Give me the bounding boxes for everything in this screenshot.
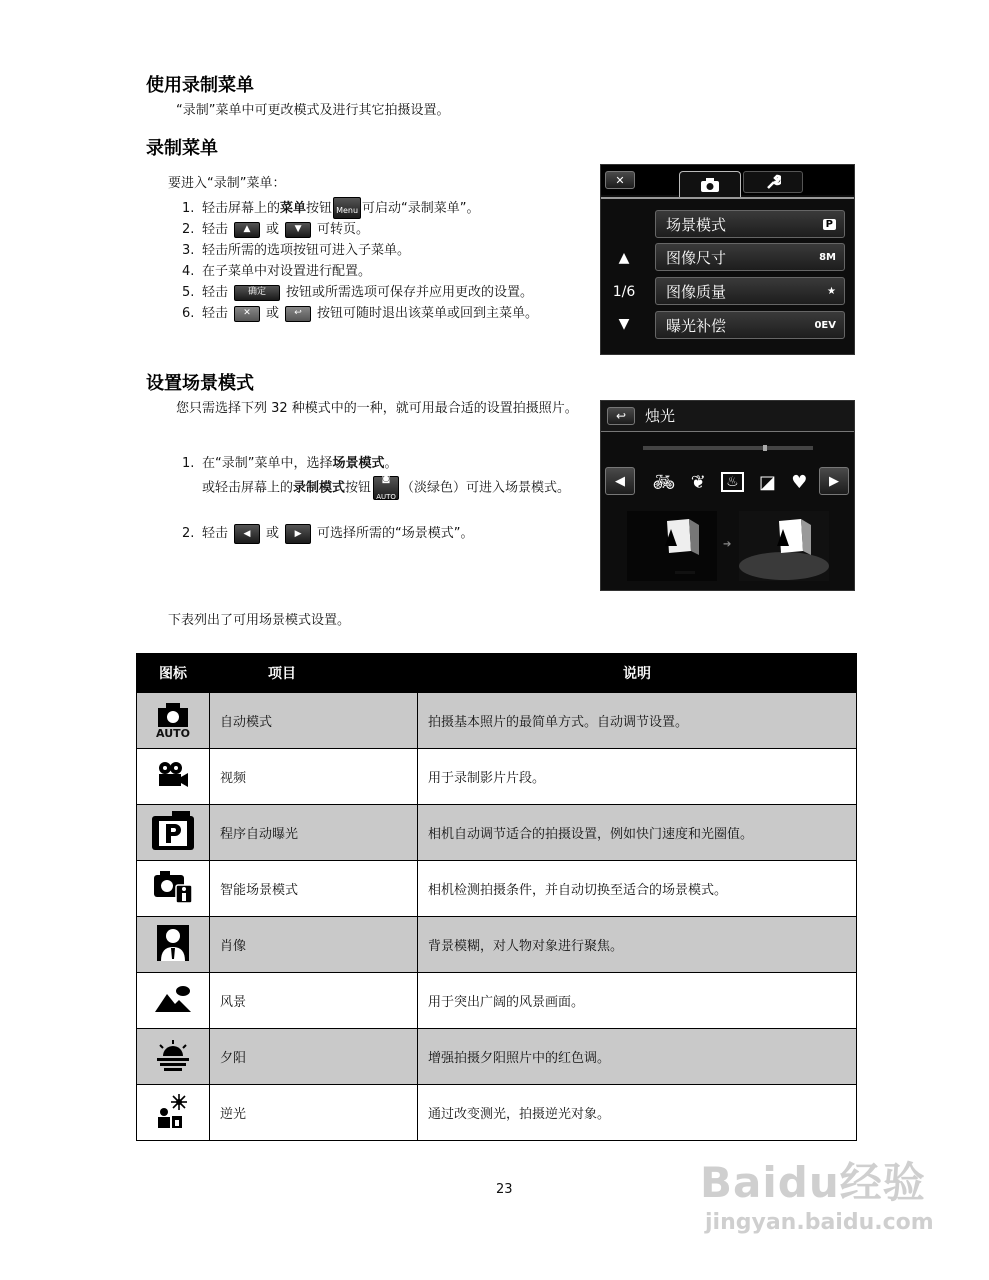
candlelight-icon: ♨ xyxy=(721,472,744,492)
page-number: 23 xyxy=(496,1182,513,1197)
table-row xyxy=(137,973,857,1029)
row-item: 自动模式 xyxy=(210,693,418,749)
row-item: 逆光 xyxy=(210,1085,418,1141)
row-item: 夕阳 xyxy=(210,1029,418,1085)
image-size-icon: 8M xyxy=(819,251,836,263)
row-description: 增强拍摄夕阳照片中的红色调。 xyxy=(418,1029,857,1085)
portrait-icon xyxy=(155,923,191,963)
step-1: 1. 轻击屏幕上的 菜单 按钮 Menu 可启动“录制菜单”。 xyxy=(182,197,538,219)
scene-mode-table xyxy=(136,653,857,1141)
night-portrait-icon: ◪ xyxy=(758,471,776,493)
smart-scene-icon xyxy=(152,869,194,905)
scene-scroll-track xyxy=(643,446,813,450)
header-icon: 图标 xyxy=(137,654,210,693)
scene-step-1: 1. 在“录制”菜单中，选择场景模式。 xyxy=(182,456,398,471)
rec-menu-lead: 要进入“录制”菜单： xyxy=(168,176,286,191)
row-description: 相机自动调节适合的拍摄设置，例如快门速度和光圈值。 xyxy=(418,805,857,861)
backlight-icon xyxy=(155,1092,191,1130)
party-icon: ❦ xyxy=(690,471,706,493)
section-intro: “录制”菜单中可更改模式及进行其它拍摄设置。 xyxy=(176,103,450,118)
header-item: 项目 xyxy=(210,654,418,693)
row-item: 智能场景模式 xyxy=(210,861,418,917)
close-icon: ✕ xyxy=(234,306,260,322)
right-arrow-icon: ▶ xyxy=(285,524,311,544)
return-icon: ↩ xyxy=(607,407,635,425)
page-up-icon: ▲ xyxy=(618,250,630,266)
step-6: 6. 轻击 ✕ 或 ↩ 按钮可随时退出该菜单或回到主菜单。 xyxy=(182,306,539,321)
scene-title-bar xyxy=(601,401,854,432)
ok-button-icon: 确定 xyxy=(234,285,280,301)
menu-item-exposure: 曝光补偿 0EV xyxy=(655,311,845,339)
scene-next-icon: ▶ xyxy=(819,467,849,495)
camera-tab-icon xyxy=(679,171,741,197)
step-4: 4. 在子菜单中对设置进行配置。 xyxy=(182,264,372,279)
close-icon: ✕ xyxy=(605,171,635,189)
step-5: 5. 轻击 确定 按钮或所需选项可保存并应用更改的设置。 xyxy=(182,285,534,300)
video-camera-icon xyxy=(156,760,190,790)
table-row xyxy=(137,917,857,973)
table-row xyxy=(137,749,857,805)
auto-mode-icon: AUTO xyxy=(156,702,190,739)
step-3: 3. 轻击所需的选项按钮可进入子菜单。 xyxy=(182,243,411,258)
scene-title: 烛光 xyxy=(645,407,676,425)
camera-menu-screenshot xyxy=(600,164,855,355)
page-indicator: 1/6 xyxy=(612,284,636,300)
sunset-icon xyxy=(154,1038,192,1072)
row-item: 视频 xyxy=(210,749,418,805)
quality-icon: ★ xyxy=(827,285,836,297)
preview-before xyxy=(627,511,717,581)
table-header-row xyxy=(137,654,857,693)
menu-item-image-quality: 图像质量 ★ xyxy=(655,277,845,305)
baidu-watermark-url: jingyan.baidu.com xyxy=(705,1210,934,1235)
header-description: 说明 xyxy=(418,654,857,693)
scene-scroll-thumb xyxy=(763,445,767,451)
scene-icon-strip xyxy=(645,467,815,497)
table-row xyxy=(137,805,857,861)
table-row xyxy=(137,861,857,917)
wrench-tab-icon xyxy=(743,171,803,193)
baidu-watermark-logo: Baidu经验 xyxy=(700,1158,926,1207)
step-2: 2. 轻击 ▲ 或 ▼ 可转页。 xyxy=(182,222,370,237)
landscape-icon xyxy=(153,984,193,1014)
section-title-record-menu: 使用录制菜单 xyxy=(146,75,254,96)
row-item: 肖像 xyxy=(210,917,418,973)
row-description: 拍摄基本照片的最简单方式。自动调节设置。 xyxy=(418,693,857,749)
section-title-scene-mode: 设置场景模式 xyxy=(146,373,254,394)
table-row xyxy=(137,1085,857,1141)
scene-mode-screenshot xyxy=(600,400,855,591)
scene-prev-icon: ◀ xyxy=(605,467,635,495)
program-icon: P xyxy=(823,219,836,230)
scene-step-2: 2. 轻击 ◀ 或 ▶ 可选择所需的“场景模式”。 xyxy=(182,524,474,544)
auto-mode-button-icon: ◙ AUTO xyxy=(373,476,399,500)
row-description: 相机检测拍摄条件，并自动切换至适合的场景模式。 xyxy=(418,861,857,917)
scene-intro: 您只需选择下列 32 种模式中的一种，就可用最合适的设置拍摄照片。 xyxy=(176,401,578,416)
row-item: 程序自动曝光 xyxy=(210,805,418,861)
heart-icon: ♥ xyxy=(791,471,808,493)
row-description: 用于突出广阔的风景画面。 xyxy=(418,973,857,1029)
menu-item-scene-mode: 场景模式 P xyxy=(655,210,845,238)
left-arrow-icon: ◀ xyxy=(234,524,260,544)
table-row xyxy=(137,693,857,749)
menu-item-image-size: 图像尺寸 8M xyxy=(655,243,845,271)
page-down-icon: ▼ xyxy=(618,316,630,332)
program-p-icon xyxy=(150,810,196,852)
row-description: 背景模糊，对人物对象进行聚焦。 xyxy=(418,917,857,973)
exposure-icon: 0EV xyxy=(814,319,836,331)
return-icon: ↩ xyxy=(285,306,311,322)
bicycle-icon: 🚲︎ xyxy=(652,471,676,493)
scene-step-1-alt: 或轻击屏幕上的录制模式按钮 ◙ AUTO （淡绿色）可进入场景模式。 xyxy=(202,474,571,501)
arrow-icon: ➔ xyxy=(723,539,732,550)
row-description: 用于录制影片片段。 xyxy=(418,749,857,805)
row-description: 通过改变测光，拍摄逆光对象。 xyxy=(418,1085,857,1141)
rec-menu-steps xyxy=(182,197,538,324)
table-lead: 下表列出了可用场景模式设置。 xyxy=(168,613,351,628)
table-row xyxy=(137,1029,857,1085)
tab-divider xyxy=(601,197,854,199)
section-title-rec-menu: 录制菜单 xyxy=(146,138,218,159)
preview-after xyxy=(739,511,829,581)
menu-button-icon: Menu xyxy=(333,197,361,219)
row-item: 风景 xyxy=(210,973,418,1029)
down-arrow-icon: ▼ xyxy=(285,222,311,238)
up-arrow-icon: ▲ xyxy=(234,222,260,238)
